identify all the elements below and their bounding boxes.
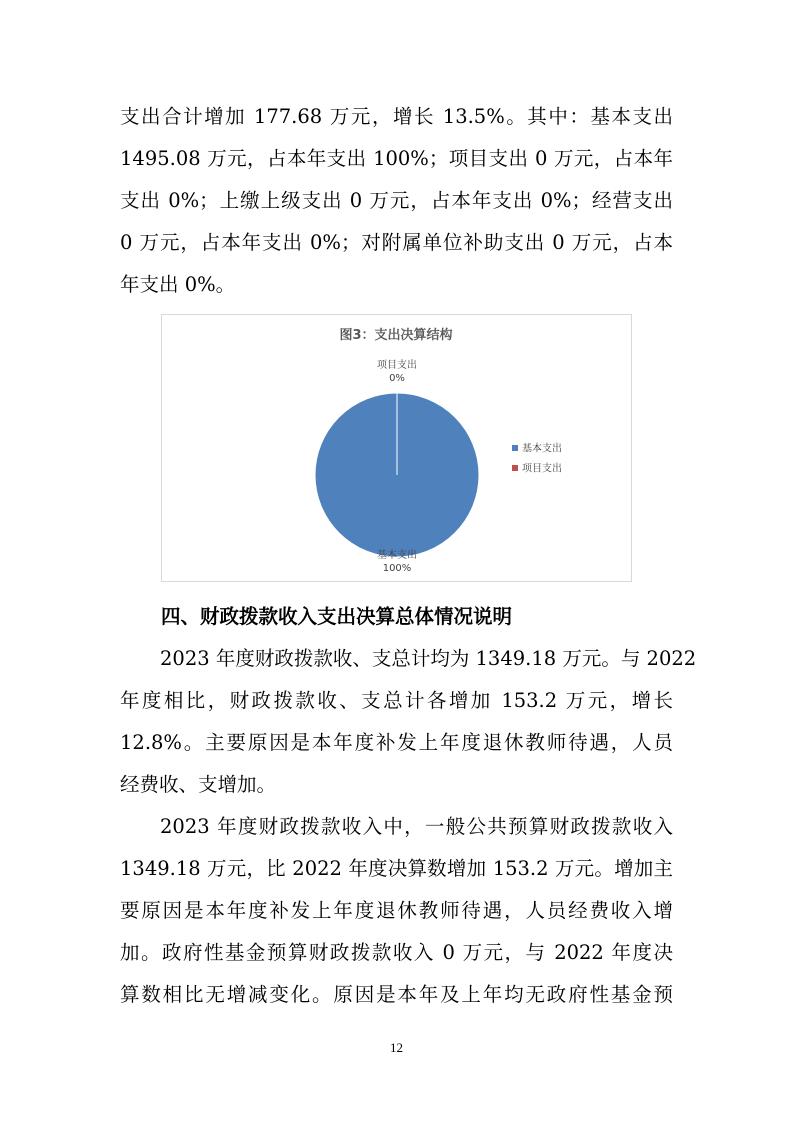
paragraph-line: 12.8%。主要原因是本年度补发上年度退休教师待遇，人员 <box>120 731 673 754</box>
chart-title: 图3：支出决算结构 <box>339 328 453 343</box>
paragraph-line: 加。政府性基金预算财政拨款收入 0 万元，与 2022 年度决 <box>120 941 673 964</box>
paragraph-line: 支出合计增加 177.68 万元，增长 13.5%。其中：基本支出 <box>120 105 673 128</box>
paragraph-line: 年度相比，财政拨款收、支总计各增加 153.2 万元，增长 <box>120 689 673 712</box>
paragraph-line: 1495.08 万元，占本年支出 100%；项目支出 0 万元，占本年 <box>120 147 673 170</box>
legend-label: 项目支出 <box>522 463 562 475</box>
paragraph-line: 2023 年度财政拨款收、支总计均为 1349.18 万元。与 2022 <box>160 647 697 670</box>
paragraph-line: 1349.18 万元，比 2022 年度决算数增加 153.2 万元。增加主 <box>120 857 673 880</box>
data-label: 基本支出 100% <box>377 550 417 574</box>
legend-swatch <box>512 465 518 471</box>
paragraph-line: 算数相比无增减变化。原因是本年及上年均无政府性基金预 <box>120 983 673 1006</box>
paragraph-line: 支出 0%；上缴上级支出 0 万元，占本年支出 0%；经营支出 <box>120 189 673 212</box>
paragraph-line: 0 万元，占本年支出 0%；对附属单位补助支出 0 万元，占本 <box>120 231 673 254</box>
legend-label: 基本支出 <box>522 443 562 455</box>
section-heading: 四、财政拨款收入支出决算总体情况说明 <box>161 605 513 628</box>
pie-chart-svg <box>162 315 631 581</box>
paragraph-line: 经费收、支增加。 <box>120 773 277 796</box>
pie-chart <box>161 314 632 582</box>
data-label: 项目支出 0% <box>377 360 417 384</box>
legend-swatch <box>512 445 518 451</box>
paragraph-line: 年支出 0%。 <box>120 273 236 296</box>
page-number: 12 <box>390 1040 403 1055</box>
paragraph-line: 2023 年度财政拨款收入中，一般公共预算财政拨款收入 <box>160 815 673 838</box>
paragraph-line: 要原因是本年度补发上年度退休教师待遇，人员经费收入增 <box>120 899 673 922</box>
